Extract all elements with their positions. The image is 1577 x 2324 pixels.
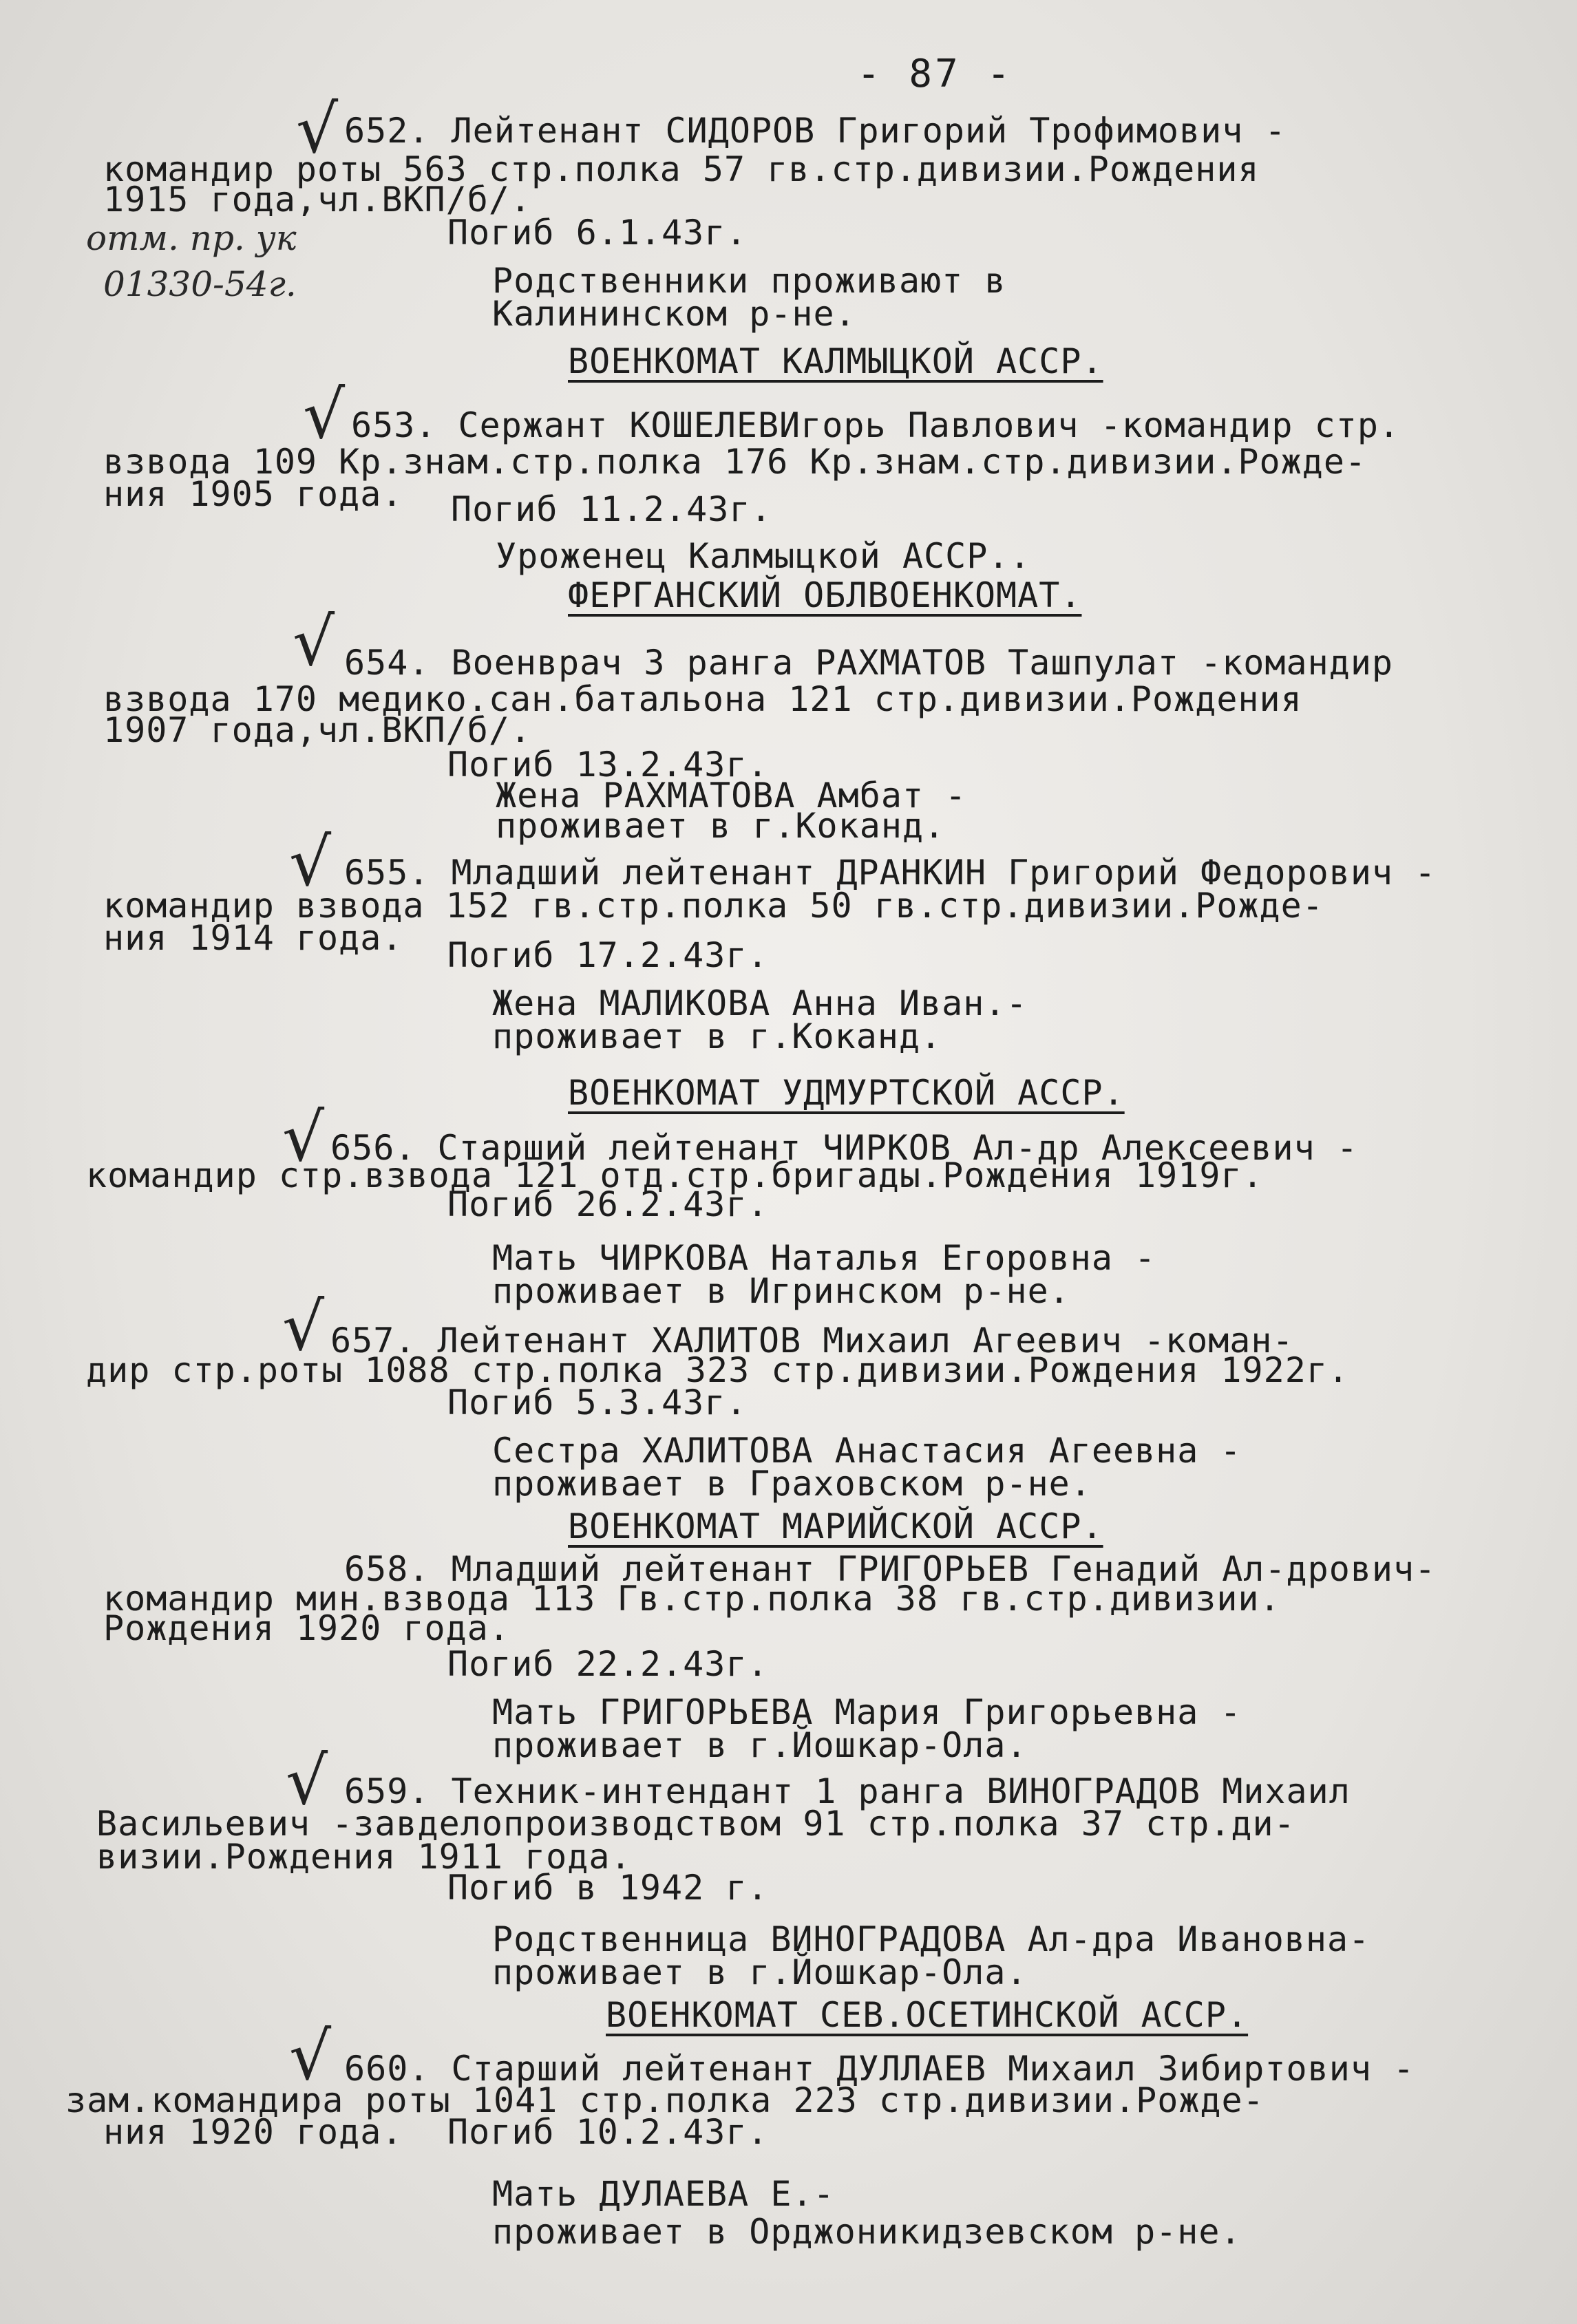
entry-658-line-3: Рождения 1920 года. [103, 1608, 510, 1648]
entry-659-relative: Родственница ВИНОГРАДОВА Ал-дра Ивановна- [492, 1919, 1370, 1959]
entry-657-line-2: дир стр.роты 1088 стр.полка 323 стр.дивизии.Рождения 1922г. [86, 1350, 1350, 1390]
entry-658-line-1: 658. Младший лейтенант ГРИГОРЬЕВ Генадий Ал-дрович- [344, 1549, 1437, 1589]
entry-654-relative-2: проживает в г.Коканд. [496, 806, 946, 846]
check-mark-icon: √ [286, 1742, 328, 1820]
entry-659-death: Погиб в 1942 г. [447, 1868, 769, 1908]
entry-659-line-1: 659. Техник-интендант 1 ранга ВИНОГРАДОВ Михаил [344, 1771, 1351, 1811]
page-number: - 87 - [857, 52, 1013, 96]
entry-658-relative: Мать ГРИГОРЬЕВА Мария Григорьевна - [492, 1692, 1242, 1732]
section-heading-north-ossetia: ВОЕНКОМАТ СЕВ.ОСЕТИНСКОЙ АССР. [606, 1995, 1249, 2035]
entry-654-relative: Жена РАХМАТОВА Амбат - [496, 776, 967, 815]
handwritten-note: отм. пр. ук [86, 218, 297, 258]
entry-655-line-1: 655. Младший лейтенант ДРАНКИН Григорий Федорович - [344, 853, 1437, 893]
entry-656-relative-2: проживает в Игринском р-не. [492, 1271, 1070, 1311]
check-mark-icon: √ [293, 604, 335, 681]
entry-657-relative: Сестра ХАЛИТОВА Анастасия Агеевна - [492, 1431, 1242, 1471]
entry-652-relatives-2: Калининском р-не. [492, 294, 856, 334]
entry-660-death: Погиб 10.2.43г. [447, 2112, 769, 2152]
section-heading-kalmyk: ВОЕНКОМАТ КАЛМЫЦКОЙ АССР. [568, 341, 1103, 381]
entry-653-origin: Уроженец Калмыцкой АССР.. [496, 536, 1031, 576]
section-heading-udmurt: ВОЕНКОМАТ УДМУРТСКОЙ АССР. [568, 1073, 1125, 1113]
entry-654-death: Погиб 13.2.43г. [447, 745, 769, 785]
check-mark-icon: √ [282, 1099, 325, 1176]
entry-652-line-2: командир роты 563 стр.полка 57 гв.стр.дивизии.Рождения [103, 149, 1260, 189]
entry-659-line-3: визии.Рождения 1911 года. [96, 1837, 632, 1877]
entry-656-death: Погиб 26.2.43г. [447, 1184, 769, 1224]
entry-653-line-2: взвода 109 Кр.знам.стр.полка 176 Кр.знам.стр.дивизии.Рожде- [103, 442, 1367, 482]
entry-657-relative-2: проживает в Граховском р-не. [492, 1464, 1092, 1504]
entry-652-death: Погиб 6.1.43г. [447, 213, 748, 253]
entry-653-line-3: ния 1905 года. [103, 474, 403, 514]
entry-659-relative-2: проживает в г.Йошкар-Ола. [492, 1952, 1028, 1992]
handwritten-number: 01330-54г. [103, 264, 297, 304]
section-heading-mari: ВОЕНКОМАТ МАРИЙСКОЙ АССР. [568, 1506, 1103, 1546]
entry-660-line-3: ния 1920 года. [103, 2112, 403, 2152]
entry-655-relative-2: проживает в г.Коканд. [492, 1016, 942, 1056]
section-heading-fergana: ФЕРГАНСКИЙ ОБЛВОЕНКОМАТ. [568, 575, 1082, 615]
entry-660-relative-2: проживает в Орджоникидзевском р-не. [492, 2212, 1242, 2252]
entry-652-line-3: 1915 года,чл.ВКП/б/. [103, 180, 532, 220]
entry-653-line-1: 653. Сержант КОШЕЛЕВИгорь Павлович -командир стр. [351, 405, 1401, 445]
check-mark-icon: √ [289, 824, 332, 901]
check-mark-icon: √ [282, 1288, 325, 1365]
entry-658-death: Погиб 22.2.43г. [447, 1644, 769, 1684]
check-mark-icon: √ [303, 376, 346, 454]
entry-652-relatives: Родственники проживают в [492, 261, 1006, 301]
entry-654-line-1: 654. Военврач 3 ранга РАХМАТОВ Ташпулат -командир [344, 643, 1394, 683]
entry-654-line-2: взвода 170 медико.сан.батальона 121 стр.дивизии.Рождения [103, 679, 1302, 719]
entry-655-line-2: командир взвода 152 гв.стр.полка 50 гв.стр.дивизии.Рожде- [103, 886, 1324, 926]
entry-659-line-2: Васильевич -завделопроизводством 91 стр.полка 37 стр.ди- [96, 1804, 1295, 1844]
entry-655-relative: Жена МАЛИКОВА Анна Иван.- [492, 983, 1028, 1023]
check-mark-icon: √ [296, 91, 339, 168]
entry-655-line-3: ния 1914 года. [103, 918, 403, 958]
entry-656-line-2: командир стр.взвода 121 отд.стр.бригады.Рождения 1919г. [86, 1155, 1264, 1195]
entry-660-line-2: зам.командира роты 1041 стр.полка 223 стр.дивизии.Рожде- [65, 2080, 1264, 2120]
entry-654-line-3: 1907 года,чл.ВКП/б/. [103, 710, 532, 750]
entry-652-line-1: 652. Лейтенант СИДОРОВ Григорий Трофимович - [344, 111, 1287, 151]
entry-656-line-1: 656. Старший лейтенант ЧИРКОВ Ал-др Алексеевич - [330, 1128, 1358, 1168]
entry-655-death: Погиб 17.2.43г. [447, 935, 769, 975]
entry-658-relative-2: проживает в г.Йошкар-Ола. [492, 1725, 1028, 1765]
entry-653-death: Погиб 11.2.43г. [451, 489, 772, 529]
entry-658-line-2: командир мин.взвода 113 Гв.стр.полка 38 гв.стр.дивизии. [103, 1579, 1281, 1619]
entry-657-death: Погиб 5.3.43г. [447, 1383, 748, 1422]
entry-660-line-1: 660. Старший лейтенант ДУЛЛАЕВ Михаил Зибиртович - [344, 2049, 1415, 2089]
entry-657-line-1: 657. Лейтенант ХАЛИТОВ Михаил Агеевич -коман- [330, 1321, 1294, 1361]
entry-660-relative: Мать ДУЛАЕВА Е.- [492, 2174, 835, 2214]
check-mark-icon: √ [289, 2018, 332, 2095]
entry-656-relative: Мать ЧИРКОВА Наталья Егоровна - [492, 1238, 1156, 1278]
